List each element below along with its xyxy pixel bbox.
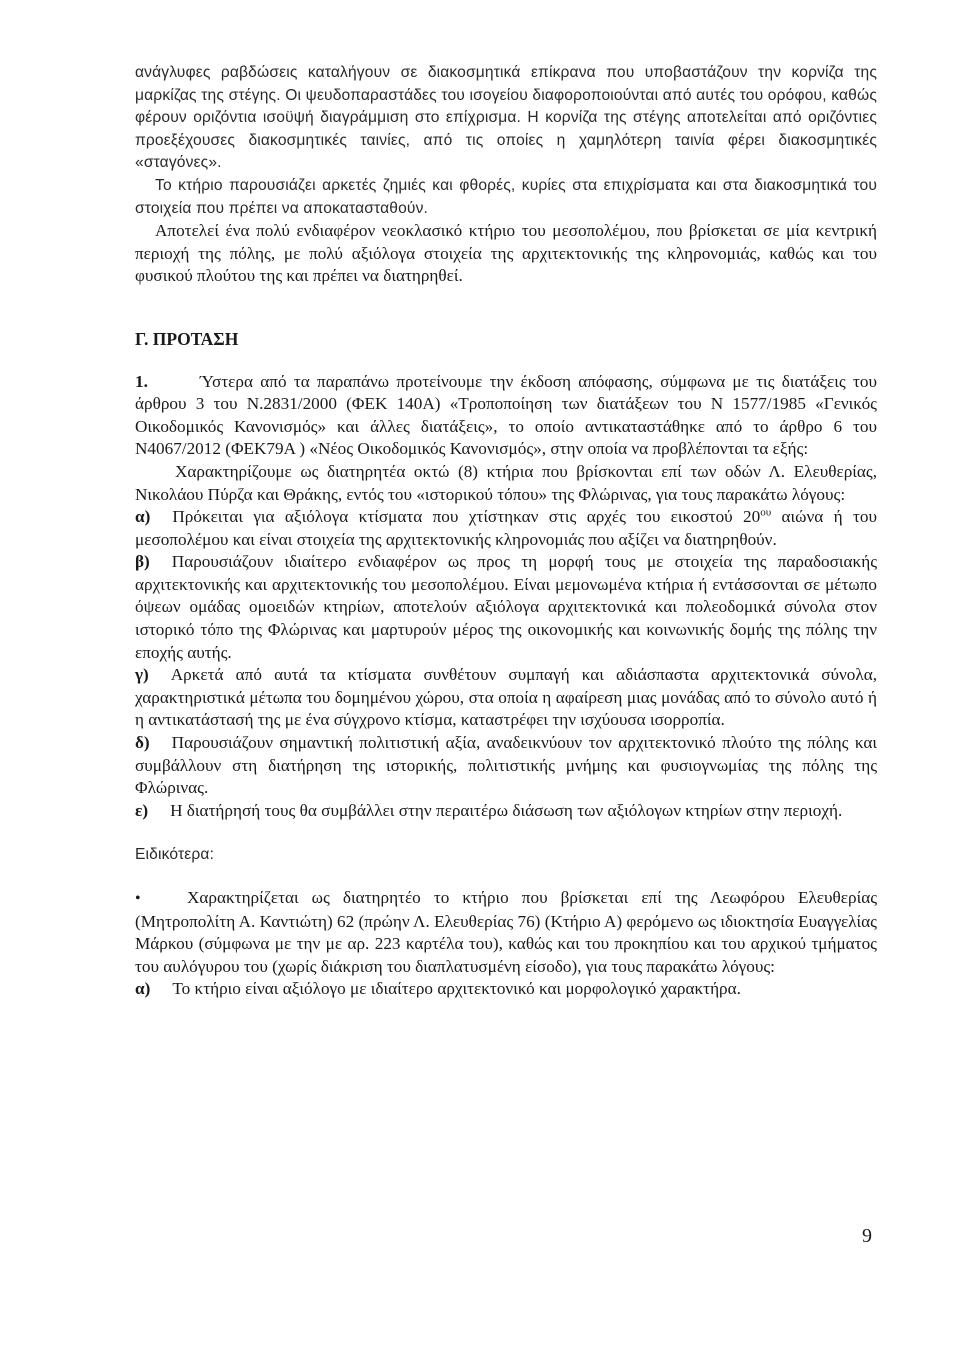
- bullet-reason-label: α): [135, 979, 151, 999]
- reason-item: [135, 664, 877, 732]
- reason-text-continued: αιώνα ή του μεσοπολέμου και είναι στοιχεία της αρχιτεκτονικής κληρονομιάς που αξίζει να διατηρηθούν.: [135, 507, 877, 549]
- section-heading: Γ. ΠΡΟΤΑΣΗ: [135, 328, 239, 349]
- reason-item: [135, 506, 877, 551]
- reason-label: δ): [135, 733, 150, 753]
- page-number: 9: [862, 1225, 872, 1247]
- reason-label: ε): [135, 800, 149, 820]
- reason-label: α): [135, 507, 151, 527]
- reason-text: Πρόκειται για αξιόλογα κτίσματα που χτίστηκαν στις αρχές του εικοστού 20: [172, 507, 761, 527]
- reason-item: [135, 732, 877, 800]
- paragraph-building-value: Αποτελεί ένα πολύ ενδιαφέρον νεοκλασικό κτήριο του μεσοπολέμου, που βρίσκεται σε μία κεντρική περιοχή της πόλης, με πολύ αξιόλογα στοιχεία της αρχιτεκτονικής της κληρονομιάς, καθώς και του φυσικού πλούτου της και πρέπει να διατηρηθεί.: [135, 221, 877, 286]
- reason-label: β): [135, 552, 150, 572]
- reason-text: Αρκετά από αυτά τα κτίσματα συνθέτουν συμπαγή και αδιάσπαστα αρχιτεκτονικά σύνολα, χαρακτηριστικά μέτωπα του δομημένου χώρου, στα οποία η αφαίρεση μιας μονάδας από το σύνολο αυτό ή η αντικατάστασή της με ένα σύγχρονο κτίσμα, καταστρέφει την ισχύουσα ισορροπία.: [135, 665, 877, 730]
- bullet-item: [135, 887, 877, 978]
- proposal-number: 1.: [135, 371, 148, 391]
- reason-item: [135, 551, 877, 664]
- bullet-icon: •: [135, 890, 141, 907]
- reason-text: Παρουσιάζουν σημαντική πολιτιστική αξία, αναδεικνύουν τον αρχιτεκτονικό πλούτο της πόλης και συμβάλλουν στη διατήρηση της ιστορικής, πολιτιστικής μνήμης και φυσιογνωμίας της πόλης της Φλώρινας.: [135, 733, 877, 798]
- bullet-reason-item: [135, 978, 877, 1001]
- characterize-paragraph: Χαρακτηρίζουμε ως διατηρητέα οκτώ (8) κτήρια που βρίσκονται επί των οδών Λ. Ελευθερίας, Νικολάου Πύρζα και Θράκης, εντός του «ιστορικού τόπου» της Φλώρινας, για τους παρακάτω λόγους:: [135, 461, 877, 504]
- reason-label: γ): [135, 665, 149, 685]
- paragraph-damage: Το κτήριο παρουσιάζει αρκετές ζημιές και φθορές, κυρίες στα επιχρίσματα και στα διακοσμητικά του στοιχεία που πρέπει να αποκατασταθούν.: [135, 176, 877, 217]
- document-body: [135, 62, 877, 1001]
- paragraph-cornice-description: ανάγλυφες ραβδώσεις καταλήγουν σε διακοσμητικά επίκρανα που υποβαστάζουν την κορνίζα της μαρκίζας της στέγης. Οι ψευδοπαραστάδες του ισογείου διαφοροποιούνται από αυτές του ορόφου, καθώς φέρουν οριζόντια ισοϋψή διαγράμμιση στο επίχρισμα. Η κορνίζα της στέγης αποτελείται από οριζόντιες προεξέχουσες διακοσμητικές ταινίες, από τις οποίες η χαμηλότερη ταινία φέρει διακοσμητικές «σταγόνες».: [135, 64, 877, 172]
- reason-text: Παρουσιάζουν ιδιαίτερο ενδιαφέρον ως προς τη μορφή τους με στοιχεία της παραδοσιακής αρχιτεκτονικής και αρχιτεκτονικής του μεσοπολέμου. Είναι μεμονωμένα κτήρια ή εντάσσονται σε μέτωπο όψεων ομάδας ομοειδών κτηρίων, αποτελούν αξιόλογα αρχιτεκτονικά και πολεοδομικά σύνολα στον ιστορικό τόπο της Φλώρινας και μαρτυρούν μέρος της οικονομικής και κοινωνικής δομής της πόλης την εποχής αυτής.: [135, 552, 877, 662]
- reason-item: [135, 800, 877, 823]
- reason-superscript: ου: [760, 506, 772, 519]
- proposal-paragraph: [135, 371, 877, 461]
- reason-text: Η διατήρησή τους θα συμβάλλει στην περαιτέρω διάσωση των αξιόλογων κτηρίων στην περιοχή.: [170, 800, 843, 820]
- specifically-label: Ειδικότερα:: [135, 846, 215, 864]
- proposal-text: Ύστερα από τα παραπάνω προτείνουμε την έκδοση απόφασης, σύμφωνα με τις διατάξεις του άρθρου 3 του Ν.2831/2000 (ΦΕΚ 140Α) «Τροποποίηση των διατάξεων του Ν 1577/1985 «Γενικός Οικοδομικός Κανονισμός» και άλλες διατάξεις», το οποίο αντικαταστάθηκε από το άρθρο 6 του Ν4067/2012 (ΦΕΚ79Α ) «Νέος Οικοδομικός Κανονισμός», στην οποία να προβλέπονται τα εξής:: [135, 371, 877, 459]
- bullet-text: Χαρακτηρίζεται ως διατηρητέο το κτήριο που βρίσκεται επί της Λεωφόρου Ελευθερίας (Μητροπολίτη Α. Καντιώτη) 62 (πρώην Λ. Ελευθερίας 76) (Κτήριο Α) φερόμενο ως ιδιοκτησία Ευαγγελίας Μάρκου (σύμφωνα με την με αρ. 223 καρτέλα του), καθώς και του προκηπίου και του αρχικού τμήματος του αυλόγυρου του (χωρίς διάκριση του διαπλατυσμένη είσοδο), για τους παρακάτω λόγους:: [135, 888, 877, 976]
- bullet-reason-text: Το κτήριο είναι αξιόλογο με ιδιαίτερο αρχιτεκτονικό και μορφολογικό χαρακτήρα.: [172, 979, 741, 999]
